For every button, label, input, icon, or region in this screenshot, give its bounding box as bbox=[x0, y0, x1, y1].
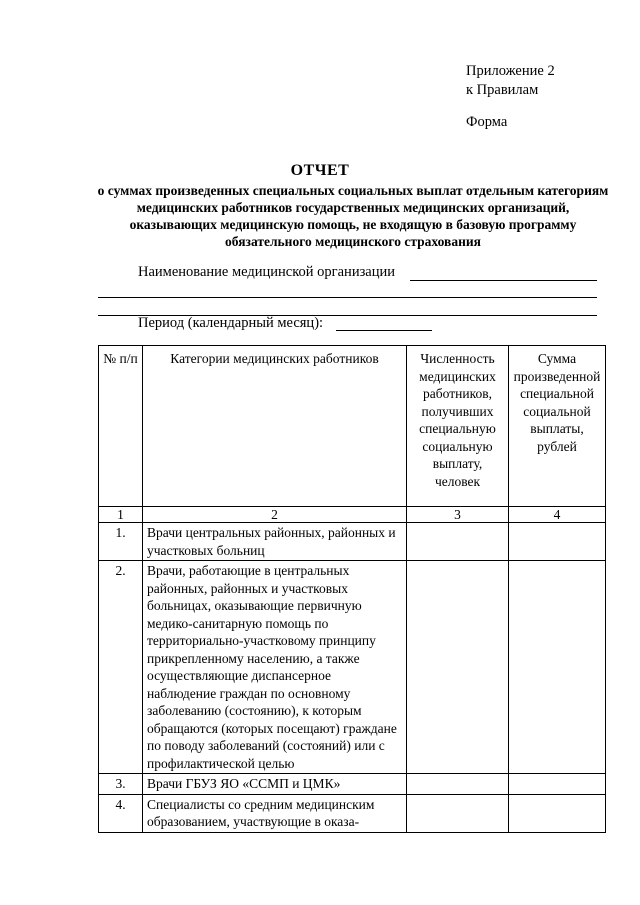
row-num: 3. bbox=[99, 774, 143, 795]
header-category: Категории медицинских работников bbox=[143, 346, 407, 507]
table-row bbox=[99, 774, 606, 795]
index-cell: 4 bbox=[509, 507, 606, 523]
table-header-row bbox=[99, 346, 606, 507]
row-category: Врачи, работающие в центральных районных, районных и участковых больницах, оказывающие первичную медико-санитарную помощь по территориально-участковому принципу прикрепленному населению, а также осуществляющие диспансерное наблюдение граждан по основному заболеванию (состоянию), к которым обращаются (которых посещают) граждане по поводу заболеваний (состояний) или с профилактической целью bbox=[143, 561, 407, 774]
row-num: 2. bbox=[99, 561, 143, 774]
period-label: Период (календарный месяц): bbox=[138, 315, 324, 331]
form-label: Форма bbox=[466, 114, 508, 130]
row-sum[interactable] bbox=[509, 774, 606, 795]
header-num: № п/п bbox=[99, 346, 143, 507]
row-num: 4. bbox=[99, 794, 143, 832]
org-name-line bbox=[410, 280, 597, 281]
row-sum[interactable] bbox=[509, 561, 606, 774]
org-name-line-2 bbox=[98, 297, 597, 298]
org-name-label: Наименование медицинской организации bbox=[138, 264, 396, 280]
row-category: Врачи центральных районных, районных и участковых больниц bbox=[143, 523, 407, 561]
table-row bbox=[99, 561, 606, 774]
row-sum[interactable] bbox=[509, 523, 606, 561]
row-category: Врачи ГБУЗ ЯО «ССМП и ЦМК» bbox=[143, 774, 407, 795]
period-line bbox=[336, 330, 432, 331]
row-count[interactable] bbox=[407, 561, 509, 774]
document-title: ОТЧЕТ bbox=[290, 162, 350, 179]
row-count[interactable] bbox=[407, 774, 509, 795]
annex-line-2: к Правилам bbox=[466, 82, 539, 98]
table-row bbox=[99, 523, 606, 561]
row-category: Специалисты со средним медицинским образованием, участвующие в оказа- bbox=[143, 794, 407, 832]
header-sum: Сумма произведенной специальной социальной выплаты, рублей bbox=[509, 346, 606, 507]
row-count[interactable] bbox=[407, 523, 509, 561]
table-row bbox=[99, 794, 606, 832]
index-cell: 1 bbox=[99, 507, 143, 523]
report-table bbox=[98, 345, 606, 833]
table-index-row bbox=[99, 507, 606, 523]
index-cell: 3 bbox=[407, 507, 509, 523]
row-count[interactable] bbox=[407, 794, 509, 832]
annex-line-1: Приложение 2 bbox=[466, 63, 555, 79]
index-cell: 2 bbox=[143, 507, 407, 523]
row-num: 1. bbox=[99, 523, 143, 561]
document-subtitle: о суммах произведенных специальных социальных выплат отдельным категориям медицинских работников государственных медицинских организаций, оказывающих медицинскую помощь, не входящую в базовую программу обязательного медицинского страхования bbox=[97, 183, 609, 249]
row-sum[interactable] bbox=[509, 794, 606, 832]
header-count: Численность медицинских работников, получивших специальную социальную выплату, человек bbox=[407, 346, 509, 507]
